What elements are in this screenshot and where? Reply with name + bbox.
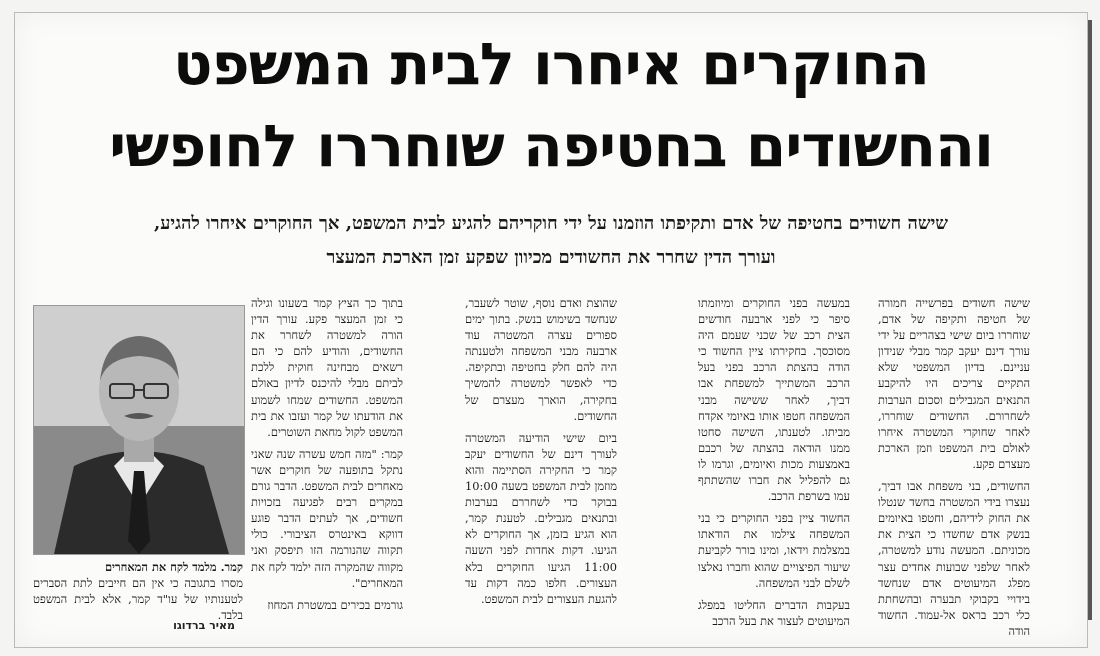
- article-column-4: [251, 295, 403, 619]
- headline: [15, 23, 1087, 187]
- newspaper-clipping: [14, 12, 1088, 648]
- paragraph: החשוד ציין בפני החוקרים כי בני המשפחה צילמו את הודאתו במצלמת וידאו, ומינו בורר לקביעת שיעור הפיצויים שהוא וחברו נאלצו לשלם לבני המשפחה.: [698, 511, 850, 590]
- paragraph: החשודים, בני משפחת אבו דביך, נעצרו בידי המשטרה בחשד שנטלו את החוק לידיהם, וחטפו באיומים בנשק אדם שחשדו כי הצית את מכוניתם. המעשה נודע למשטרה, לאחר שלפני שבועות אחדים עצר מפלג המיעוטים אדם שנחשד בידויי בקבוקי תבערה ובהשחתת כלי רכב בראס אל-עמוד. החשוד הודה: [878, 479, 1030, 638]
- subheadline-line-2: ועורך הדין שחרר את החשודים מכיוון שפקע זמן הארכת המעצר: [326, 247, 776, 268]
- paragraph: קמר: "מזה חמש עשרה שנה שאני נתקל בתופעה של חוקרים אשר מאחרים לבית המשפט. הדבר גורם במקרים רבים לפגיעה בזכויות חשודים, אך לעתים הדבר פוגע דווקא באינטרס הציבורי. כולי תקווה שהנורמה הזו תיפסק ואני מקווה שהמקרה הזה ילמד לקח את המאחרים".: [251, 446, 403, 590]
- paragraph: שישה חשודים בפרשייה חמורה של חטיפה ותקיפה של אדם, שוחררו ביום שישי בצהריים על ידי עורך דינם יעקב קמר מבלי שנידון עניינם. בדיון המשפטי שלא התקיים צריכים היו להיקבע התנאים המגבילים וסכום הערבות לשחרורם. החשודים שוחררו, לאחר שחוקרי המשטרה איחרו לאולם בית המשפט וזמן הארכת מעצרם פקע.: [878, 296, 1030, 471]
- article-column-1: [878, 295, 1030, 645]
- paragraph: בעקבות הדברים החליטו במפלג המיעוטים לעצור את בעל הרכב: [698, 597, 850, 628]
- paragraph: גורמים בכירים במשטרת המחוז: [267, 597, 403, 612]
- lawyer-photo: [33, 305, 245, 555]
- headline-line-2: והחשודים בחטיפה שוחררו לחופשי: [109, 112, 993, 180]
- scan-edge-line: [1088, 20, 1092, 620]
- paragraph: שהוצת ואדם נוסף, שוטר לשעבר, שנחשד בשימוש בנשק. בתוך ימים ספורים עצרה המשטרה עוד ארבעה מבני המשפחה ולטענתה היה להם חלק בחטיפה ובתקיפה. כדי לאפשר למשטרה להמשיך בחקירה, הוארך מעצרם של החשודים.: [465, 296, 617, 423]
- subheadline: [35, 207, 1067, 275]
- paragraph: במעשה בפני החוקרים ומיוזמתו סיפר כי לפני ארבעה חודשים הצית רכב של שכני שעמם היה מסוכסך. בחקירתו ציין החשוד כי הודה בהצתת הרכב בפני בעל הרכב המשתייך למשפחת אבו דביך, לאחר ששישה מבני המשפחה חטפו אותו באיומי אקדח מביתו. לטענתו, השישה סחטו ממנו הודאה בהצתה של רכבם באמצעות מכות ואיומים, וגרמו לו גם להפליל את חברו שהשתתף עמו בשרפת הרכב.: [698, 296, 850, 504]
- portrait-illustration: [34, 306, 244, 554]
- article-column-3: [465, 295, 617, 613]
- article-column-2: [698, 295, 850, 635]
- headline-line-1: החוקרים איחרו לבית המשפט: [173, 30, 929, 98]
- paragraph: בתוך כך הציץ קמר בשעונו וגילה כי זמן המעצר פקע. עורך הדין הורה למשטרה לשחרר את החשודים, והודיע להם כי הם רשאים מבחינה חוקית ללכת לביתם מבלי להיכנס לדיון באולם המשפט. החשודים שמחו לשמוע את הודעתו של קמר ועזבו את בית המשפט לקול מחאת השוטרים.: [251, 296, 403, 439]
- byline: מאיר ברדוגו: [173, 619, 235, 632]
- photo-caption: [33, 559, 243, 623]
- subheadline-line-1: שישה חשודים בחטיפה של אדם ותקיפתו הוזמנו על ידי חוקריהם להגיע לבית המשפט, אך החוקרים איחרו להגיע,: [153, 213, 949, 234]
- paragraph: ביום שישי הודיעה המשטרה לעורך דינם של החשודים יעקב קמר כי החקירה הסתיימה והוא מוזמן לבית המשפט בשעה 10:00 בבוקר כדי לשחררם בערבות ובתנאים מגבילים. לטענת קמר, הוא הגיע בזמן, אך החוקרים לא הגיעו. דקות אחדות לפני השעה 11:00 הגיעו החוקרים בלא העצורים. חלפו כמה דקות עד להגעת העצורים לבית המשפט.: [465, 430, 617, 606]
- caption-title: קמר. מלמד לקח את המאחרים: [104, 560, 243, 574]
- caption-text: מסרו בתגובה כי אין הם חייבים לתת הסברים לטענותיו של עו"ד קמר, אלא לבית המשפט בלבד.: [33, 576, 243, 622]
